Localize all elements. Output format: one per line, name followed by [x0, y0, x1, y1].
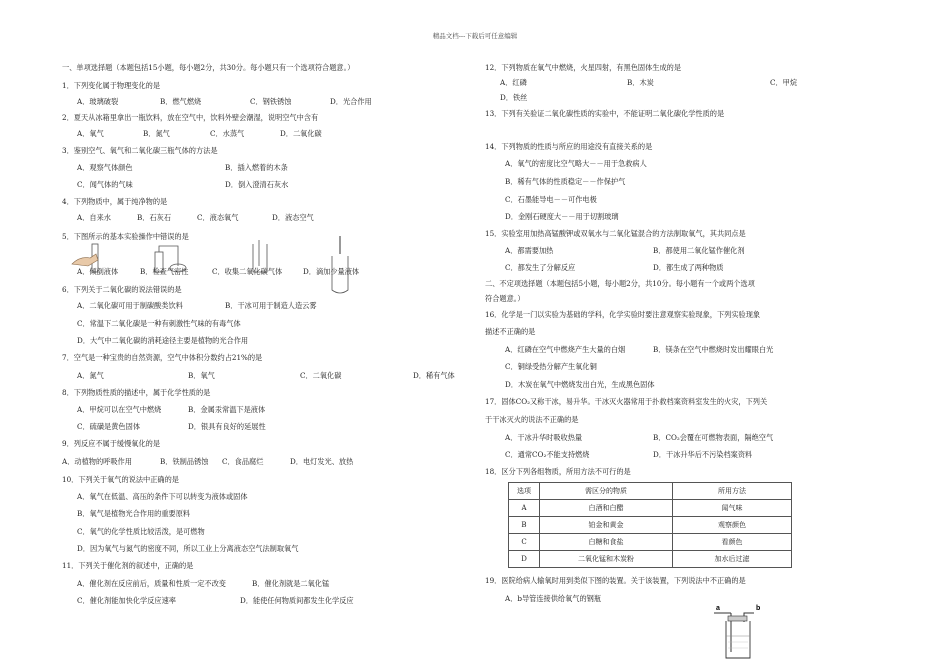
q17-stem-cont: 于干冰灭火的说法不正确的是	[485, 415, 579, 424]
q8-option-c: C．硫磺是黄色固体	[77, 422, 141, 431]
q3-stem: 3．鉴别空气、氧气和二氧化碳三瓶气体的方法是	[62, 146, 218, 155]
q2-option-d: D．二氧化碳	[280, 129, 322, 138]
q4-option-a: A．自来水	[77, 213, 111, 222]
section1-heading: 一、单项选择题（本题包括15小题，每小题2分，共30分。每小题只有一个选项符合题意。）	[62, 63, 355, 72]
q9-option-b: B．铁制品锈蚀	[160, 457, 209, 466]
q8-stem: 8．下列物质性质的描述中，属于化学性质的是	[62, 388, 211, 397]
q14-option-d: D．金刚石硬度大－－用于切割玻璃	[505, 212, 619, 221]
page-header: 精品文档---下载后可任意编辑	[432, 32, 518, 40]
q18-table	[508, 482, 792, 568]
q15-option-b: B．都使用二氧化锰作催化剂	[653, 246, 745, 255]
table-cell: 观察颜色	[673, 517, 792, 534]
dropper-figure	[328, 234, 352, 296]
q6-option-d: D．大气中二氧化碳的消耗途径主要是植物的光合作用	[77, 336, 249, 345]
q4-option-c: C．液态氧气	[197, 213, 239, 222]
table-header-row	[509, 483, 792, 500]
q10-option-d: D．因为氧气与氮气的密度不同，所以工业上分离液态空气法制取氧气	[77, 544, 299, 553]
tube-label-b: b	[756, 605, 761, 612]
q3-option-b: B．插入燃着的木条	[225, 163, 288, 172]
q2-option-b: B．氮气	[143, 129, 170, 138]
q10-option-c: C．氧气的化学性质比较活泼，是可燃物	[77, 527, 205, 536]
q14-option-b: B．稀有气体的性质稳定－－作保护气	[505, 177, 626, 186]
q6-option-a: A．二氧化碳可用于制碳酸类饮料	[77, 301, 183, 310]
table-cell: B	[509, 517, 540, 534]
table-cell: 闻气味	[673, 500, 792, 517]
q19-stem: 19．医院给病人输氧时用到类似下图的装置。关于该装置，下列说法中不正确的是	[485, 576, 746, 585]
section2-heading-cont: 符合题意。）	[485, 294, 525, 303]
table-row	[509, 551, 792, 568]
q12-option-d: D．铁丝	[500, 93, 528, 102]
table-header: 需区分的物质	[540, 483, 673, 500]
q3-option-d: D．倒入澄清石灰水	[225, 180, 289, 189]
table-row	[509, 500, 792, 517]
q11-option-b: B．催化剂就是二氧化锰	[252, 579, 330, 588]
q5-option-a: A．倾倒液体	[77, 267, 119, 276]
q12-stem: 12．下列物质在氧气中燃烧，火星四射，有黑色固体生成的是	[485, 63, 682, 72]
q13-stem: 13．下列有关验证二氧化碳性质的实验中，不能证明二氧化碳化学性质的是	[485, 109, 725, 118]
q9-option-d: D．电灯发光、放热	[290, 457, 354, 466]
q7-option-a: A．氮气	[77, 371, 104, 380]
q11-option-d: D．能使任何物质间都发生化学反应	[240, 596, 354, 605]
q8-option-d: D．银具有良好的延展性	[188, 422, 266, 431]
q6-option-c: C．常温下二氧化碳是一种有刺激性气味的有毒气体	[77, 319, 241, 328]
oxygen-humidifier-bottle-figure	[710, 600, 770, 660]
table-header: 所用方法	[673, 483, 792, 500]
q3-option-c: C．闻气体的气味	[77, 180, 133, 189]
table-cell: 看颜色	[673, 534, 792, 551]
q7-stem: 7．空气是一种宝贵的自然资源，空气中体积分数约占21%的是	[62, 353, 263, 362]
table-cell: 二氧化锰和木炭粉	[540, 551, 673, 568]
q11-option-c: C．催化剂能加快化学反应速率	[77, 596, 176, 605]
q8-option-b: B．金属汞常温下是液体	[188, 405, 266, 414]
q17-stem: 17．固体CO₂又称干冰，易升华。干冰灭火器常用于扑救档案资料室发生的火灾，下列关	[485, 397, 768, 406]
table-row	[509, 517, 792, 534]
q6-option-b: B．干冰可用于制造人造云雾	[225, 301, 317, 310]
q15-option-d: D．都生成了两种物质	[653, 263, 724, 272]
q5-option-c: C．收集二氧化碳气体	[212, 267, 283, 276]
q1-option-d: D．光合作用	[330, 97, 372, 106]
q5-stem: 5．下图所示的基本实验操作中错误的是	[62, 232, 189, 241]
table-header: 选项	[509, 483, 540, 500]
q15-option-c: C．都发生了分解反应	[505, 263, 576, 272]
q17-option-b: B．CO₂会覆在可燃物表面，隔绝空气	[653, 433, 774, 442]
q10-option-b: B．氧气是植物光合作用的重要原料	[77, 509, 191, 518]
q8-option-a: A．甲烷可以在空气中燃烧	[77, 405, 162, 414]
q7-option-d: D．稀有气体	[413, 371, 455, 380]
table-cell: D	[509, 551, 540, 568]
q14-option-a: A．氧气的密度比空气略大－－用于急救病人	[505, 159, 647, 168]
q2-option-c: C．水蒸气	[210, 129, 245, 138]
table-cell: A	[509, 500, 540, 517]
q1-option-a: A．玻璃破裂	[77, 97, 119, 106]
table-cell: C	[509, 534, 540, 551]
q9-option-a: A．动植物的呼吸作用	[62, 457, 132, 466]
q4-option-b: B．石灰石	[137, 213, 172, 222]
tube-label-a: a	[716, 605, 720, 612]
q2-stem: 2．夏天从冰箱里拿出一瓶饮料，放在空气中，饮料外壁会潮湿，说明空气中含有	[62, 113, 319, 122]
q16-option-d: D．木炭在氧气中燃烧发出白光，生成黑色固体	[505, 380, 655, 389]
table-cell: 铂金和黄金	[540, 517, 673, 534]
q1-stem: 1．下列变化属于物理变化的是	[62, 81, 161, 90]
table-cell: 加水后过滤	[673, 551, 792, 568]
q7-option-b: B．氧气	[188, 371, 215, 380]
q5-option-b: B．检查气密性	[140, 267, 189, 276]
q2-option-a: A．氧气	[77, 129, 104, 138]
q9-option-c: C．食品腐烂	[222, 457, 264, 466]
q1-option-b: B．燃气燃烧	[160, 97, 202, 106]
q14-option-c: C．石墨能导电－－可作电极	[505, 195, 597, 204]
q19-option-a: A．b导管连接供给氧气的钢瓶	[505, 594, 602, 603]
q16-option-b: B．镁条在空气中燃烧时发出耀眼白光	[653, 345, 774, 354]
q17-option-d: D．干冰升华后不污染档案资料	[653, 450, 753, 459]
q3-option-a: A．观察气体颜色	[77, 163, 133, 172]
q17-option-c: C．通常CO₂不能支持燃烧	[505, 450, 590, 459]
q16-stem-cont: 描述不正确的是	[485, 327, 536, 336]
table-cell: 白酒和白醋	[540, 500, 673, 517]
table-cell: 白糖和食盐	[540, 534, 673, 551]
q16-option-a: A．红磷在空气中燃烧产生大量的白烟	[505, 345, 626, 354]
q17-option-a: A．干冰升华时吸收热量	[505, 433, 583, 442]
q5-option-d: D．滴加少量液体	[303, 267, 360, 276]
q7-option-c: C．二氧化碳	[300, 371, 342, 380]
q9-stem: 9．列反应不属于缓慢氧化的是	[62, 439, 161, 448]
q1-option-c: C．钢铁锈蚀	[250, 97, 292, 106]
q4-option-d: D．液态空气	[272, 213, 314, 222]
q15-option-a: A．都需要加热	[505, 246, 554, 255]
q6-stem: 6．下列关于二氧化碳的说法错误的是	[62, 285, 182, 294]
table-row	[509, 534, 792, 551]
q16-option-c: C．铜绿受热分解产生氧化铜	[505, 362, 597, 371]
q12-option-b: B．木炭	[627, 78, 654, 87]
section2-heading: 二、不定项选择题（本题包括5小题，每小题2分，共10分。每小题有一个或两个选项	[485, 279, 755, 288]
q16-stem: 16．化学是一门以实验为基础的学科，化学实验时要注意观察实验现象，下列实验现象	[485, 310, 761, 319]
q12-option-c: C．甲烷	[770, 78, 798, 87]
q18-stem: 18．区分下列各组物质，所用方法不可行的是	[485, 467, 631, 476]
q10-option-a: A．氧气在低温、高压的条件下可以转变为液体或固体	[77, 492, 248, 501]
q11-option-a: A．催化剂在反应前后，质量和性质一定不改变	[77, 579, 226, 588]
q14-stem: 14．下列物质的性质与所应的用途没有直接关系的是	[485, 142, 653, 151]
q10-stem: 10．下列关于氧气的说法中正确的是	[62, 475, 179, 484]
q15-stem: 15．实验室用加热高锰酸钾或双氧水与二氧化锰混合的方法制取氧气，其共同点是	[485, 229, 746, 238]
q4-stem: 4．下列物质中，属于纯净物的是	[62, 197, 168, 206]
q11-stem: 11．下列关于催化剂的叙述中，正确的是	[62, 561, 194, 570]
q12-option-a: A．红磷	[500, 78, 527, 87]
